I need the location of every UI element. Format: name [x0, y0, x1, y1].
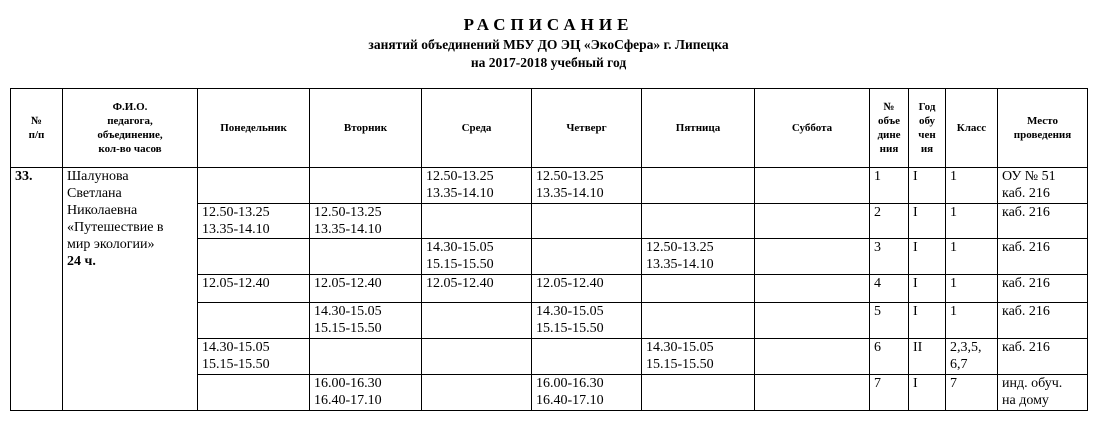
- cell-thursday: [532, 275, 642, 303]
- cell-saturday: [755, 275, 870, 303]
- place-line: инд. обуч.: [1002, 376, 1063, 391]
- time-slot: 12.05-12.40: [426, 276, 494, 291]
- grade: [946, 339, 998, 375]
- grade-line: 6,7: [950, 357, 968, 372]
- grade: [946, 204, 998, 239]
- header-line: объе: [877, 115, 901, 127]
- study-year: I: [909, 375, 946, 411]
- time-slot: 13.35-14.10: [202, 222, 270, 237]
- cell-wednesday: [422, 168, 532, 204]
- header-line: Место: [1027, 115, 1058, 127]
- header-line: дине: [877, 129, 901, 141]
- teacher-line: Светлана: [67, 186, 122, 201]
- teacher-line: Шалунова: [67, 169, 129, 184]
- cell-tuesday: [310, 303, 422, 339]
- time-slot: 13.35-14.10: [646, 257, 714, 272]
- cell-wednesday: [422, 275, 532, 303]
- header-line: №: [883, 101, 895, 113]
- cell-wednesday: [422, 375, 532, 411]
- header-line: Ф.И.О.: [112, 101, 148, 113]
- cell-friday: [642, 339, 755, 375]
- time-slot: 13.35-14.10: [426, 186, 494, 201]
- group-number: 2: [870, 204, 909, 239]
- col-header-group: [870, 89, 909, 168]
- teacher-line: мир экологии»: [67, 237, 155, 252]
- cell-tuesday: [310, 375, 422, 411]
- academic-year: на 2017-2018 учебный год: [470, 55, 627, 70]
- study-year: I: [909, 275, 946, 303]
- entry-number: 33.: [11, 168, 63, 411]
- time-slot: 15.15-15.50: [202, 357, 270, 372]
- grade-line: 1: [950, 304, 957, 319]
- study-year: I: [909, 168, 946, 204]
- time-slot: 12.50-13.25: [536, 169, 604, 184]
- time-slot: 15.15-15.50: [426, 257, 494, 272]
- cell-friday: [642, 239, 755, 275]
- cell-saturday: [755, 303, 870, 339]
- cell-thursday: [532, 168, 642, 204]
- cell-thursday: [532, 303, 642, 339]
- document-header: [0, 0, 1097, 72]
- cell-monday: [198, 204, 310, 239]
- study-year: I: [909, 303, 946, 339]
- schedule-body: [11, 168, 1088, 411]
- header-line: проведения: [1013, 129, 1072, 141]
- group-number: 7: [870, 375, 909, 411]
- cell-monday: [198, 375, 310, 411]
- time-slot: 16.00-16.30: [314, 376, 382, 391]
- grade-line: 1: [950, 276, 957, 291]
- cell-wednesday: [422, 204, 532, 239]
- cell-wednesday: [422, 339, 532, 375]
- cell-tuesday: [310, 204, 422, 239]
- col-header-wednesday: [422, 89, 532, 168]
- header-line: Четверг: [566, 122, 607, 134]
- time-slot: 15.15-15.50: [314, 321, 382, 336]
- grade-line: 2,3,5,: [950, 340, 982, 355]
- group-number: 1: [870, 168, 909, 204]
- study-year: I: [909, 204, 946, 239]
- header-line: ния: [879, 143, 899, 155]
- time-slot: 14.30-15.05: [536, 304, 604, 319]
- col-header-num: [11, 89, 63, 168]
- grade: [946, 375, 998, 411]
- grade: [946, 275, 998, 303]
- header-line: Среда: [461, 122, 492, 134]
- header-line: Год: [918, 101, 936, 113]
- header-line: Вторник: [343, 122, 388, 134]
- place-line: каб. 216: [1002, 340, 1050, 355]
- cell-saturday: [755, 239, 870, 275]
- col-header-grade: [946, 89, 998, 168]
- time-slot: 14.30-15.05: [314, 304, 382, 319]
- teacher-hours: 24 ч.: [67, 254, 96, 269]
- time-slot: 13.35-14.10: [536, 186, 604, 201]
- grade: [946, 303, 998, 339]
- cell-thursday: [532, 204, 642, 239]
- col-header-place: [998, 89, 1088, 168]
- header-line: №: [30, 115, 43, 127]
- grade-line: 1: [950, 169, 957, 184]
- header-line: Пятница: [675, 122, 721, 134]
- teacher-line: Николаевна: [67, 203, 138, 218]
- cell-wednesday: [422, 239, 532, 275]
- place: [998, 204, 1088, 239]
- time-slot: 14.30-15.05: [202, 340, 270, 355]
- cell-monday: [198, 339, 310, 375]
- col-header-monday: [198, 89, 310, 168]
- cell-thursday: [532, 239, 642, 275]
- cell-tuesday: [310, 339, 422, 375]
- teacher-info: [63, 168, 198, 411]
- col-header-saturday: [755, 89, 870, 168]
- grade-line: 1: [950, 240, 957, 255]
- schedule-table: [10, 88, 1088, 411]
- place-line: на дому: [1002, 393, 1049, 408]
- cell-friday: [642, 204, 755, 239]
- header-line: кол-во часов: [98, 143, 162, 155]
- place: [998, 275, 1088, 303]
- document-subtitle: занятий объединений МБУ ДО ЭЦ «ЭкоСфера» г. Липецка: [368, 37, 729, 52]
- place-line: каб. 216: [1002, 205, 1050, 220]
- time-slot: 15.15-15.50: [646, 357, 714, 372]
- group-number: 4: [870, 275, 909, 303]
- time-slot: 15.15-15.50: [536, 321, 604, 336]
- header-line: ия: [920, 143, 934, 155]
- time-slot: 12.05-12.40: [314, 276, 382, 291]
- time-slot: 14.30-15.05: [646, 340, 714, 355]
- place: [998, 303, 1088, 339]
- cell-tuesday: [310, 168, 422, 204]
- cell-wednesday: [422, 303, 532, 339]
- col-header-study-year: [909, 89, 946, 168]
- place-line: каб. 216: [1002, 304, 1050, 319]
- cell-friday: [642, 275, 755, 303]
- cell-tuesday: [310, 275, 422, 303]
- group-number: 6: [870, 339, 909, 375]
- group-number: 5: [870, 303, 909, 339]
- group-number: 3: [870, 239, 909, 275]
- study-year: II: [909, 339, 946, 375]
- header-line: объединение,: [97, 129, 163, 141]
- cell-monday: [198, 275, 310, 303]
- teacher-line: «Путешествие в: [67, 220, 164, 235]
- col-header-teacher: [63, 89, 198, 168]
- time-slot: 16.00-16.30: [536, 376, 604, 391]
- col-header-friday: [642, 89, 755, 168]
- time-slot: 12.50-13.25: [314, 205, 382, 220]
- cell-tuesday: [310, 239, 422, 275]
- cell-saturday: [755, 375, 870, 411]
- cell-monday: [198, 239, 310, 275]
- document-title: РАСПИСАНИЕ: [463, 15, 634, 34]
- header-line: обу: [918, 115, 936, 127]
- time-slot: 12.05-12.40: [536, 276, 604, 291]
- cell-thursday: [532, 339, 642, 375]
- place-line: ОУ № 51: [1002, 169, 1056, 184]
- grade: [946, 239, 998, 275]
- time-slot: 12.50-13.25: [202, 205, 270, 220]
- header-row: [11, 89, 1088, 168]
- time-slot: 14.30-15.05: [426, 240, 494, 255]
- cell-friday: [642, 375, 755, 411]
- schedule-row: [11, 168, 1088, 204]
- grade-line: 1: [950, 205, 957, 220]
- header-line: Понедельник: [220, 122, 287, 134]
- header-line: чен: [918, 129, 936, 141]
- header-line: педагога,: [107, 115, 153, 127]
- place-line: каб. 216: [1002, 240, 1050, 255]
- place: [998, 239, 1088, 275]
- header-line: Суббота: [791, 122, 833, 134]
- grade-line: 7: [950, 376, 957, 391]
- place-line: каб. 216: [1002, 276, 1050, 291]
- time-slot: 12.50-13.25: [426, 169, 494, 184]
- header-line: Класс: [956, 122, 987, 134]
- cell-monday: [198, 303, 310, 339]
- place: [998, 375, 1088, 411]
- header-line: п/п: [28, 129, 45, 141]
- time-slot: 16.40-17.10: [536, 393, 604, 408]
- place: [998, 168, 1088, 204]
- cell-thursday: [532, 375, 642, 411]
- time-slot: 13.35-14.10: [314, 222, 382, 237]
- place: [998, 339, 1088, 375]
- cell-saturday: [755, 168, 870, 204]
- grade: [946, 168, 998, 204]
- cell-saturday: [755, 339, 870, 375]
- col-header-tuesday: [310, 89, 422, 168]
- cell-friday: [642, 168, 755, 204]
- time-slot: 12.50-13.25: [646, 240, 714, 255]
- time-slot: 16.40-17.10: [314, 393, 382, 408]
- cell-saturday: [755, 204, 870, 239]
- cell-friday: [642, 303, 755, 339]
- study-year: I: [909, 239, 946, 275]
- time-slot: 12.05-12.40: [202, 276, 270, 291]
- place-line: каб. 216: [1002, 186, 1050, 201]
- col-header-thursday: [532, 89, 642, 168]
- cell-monday: [198, 168, 310, 204]
